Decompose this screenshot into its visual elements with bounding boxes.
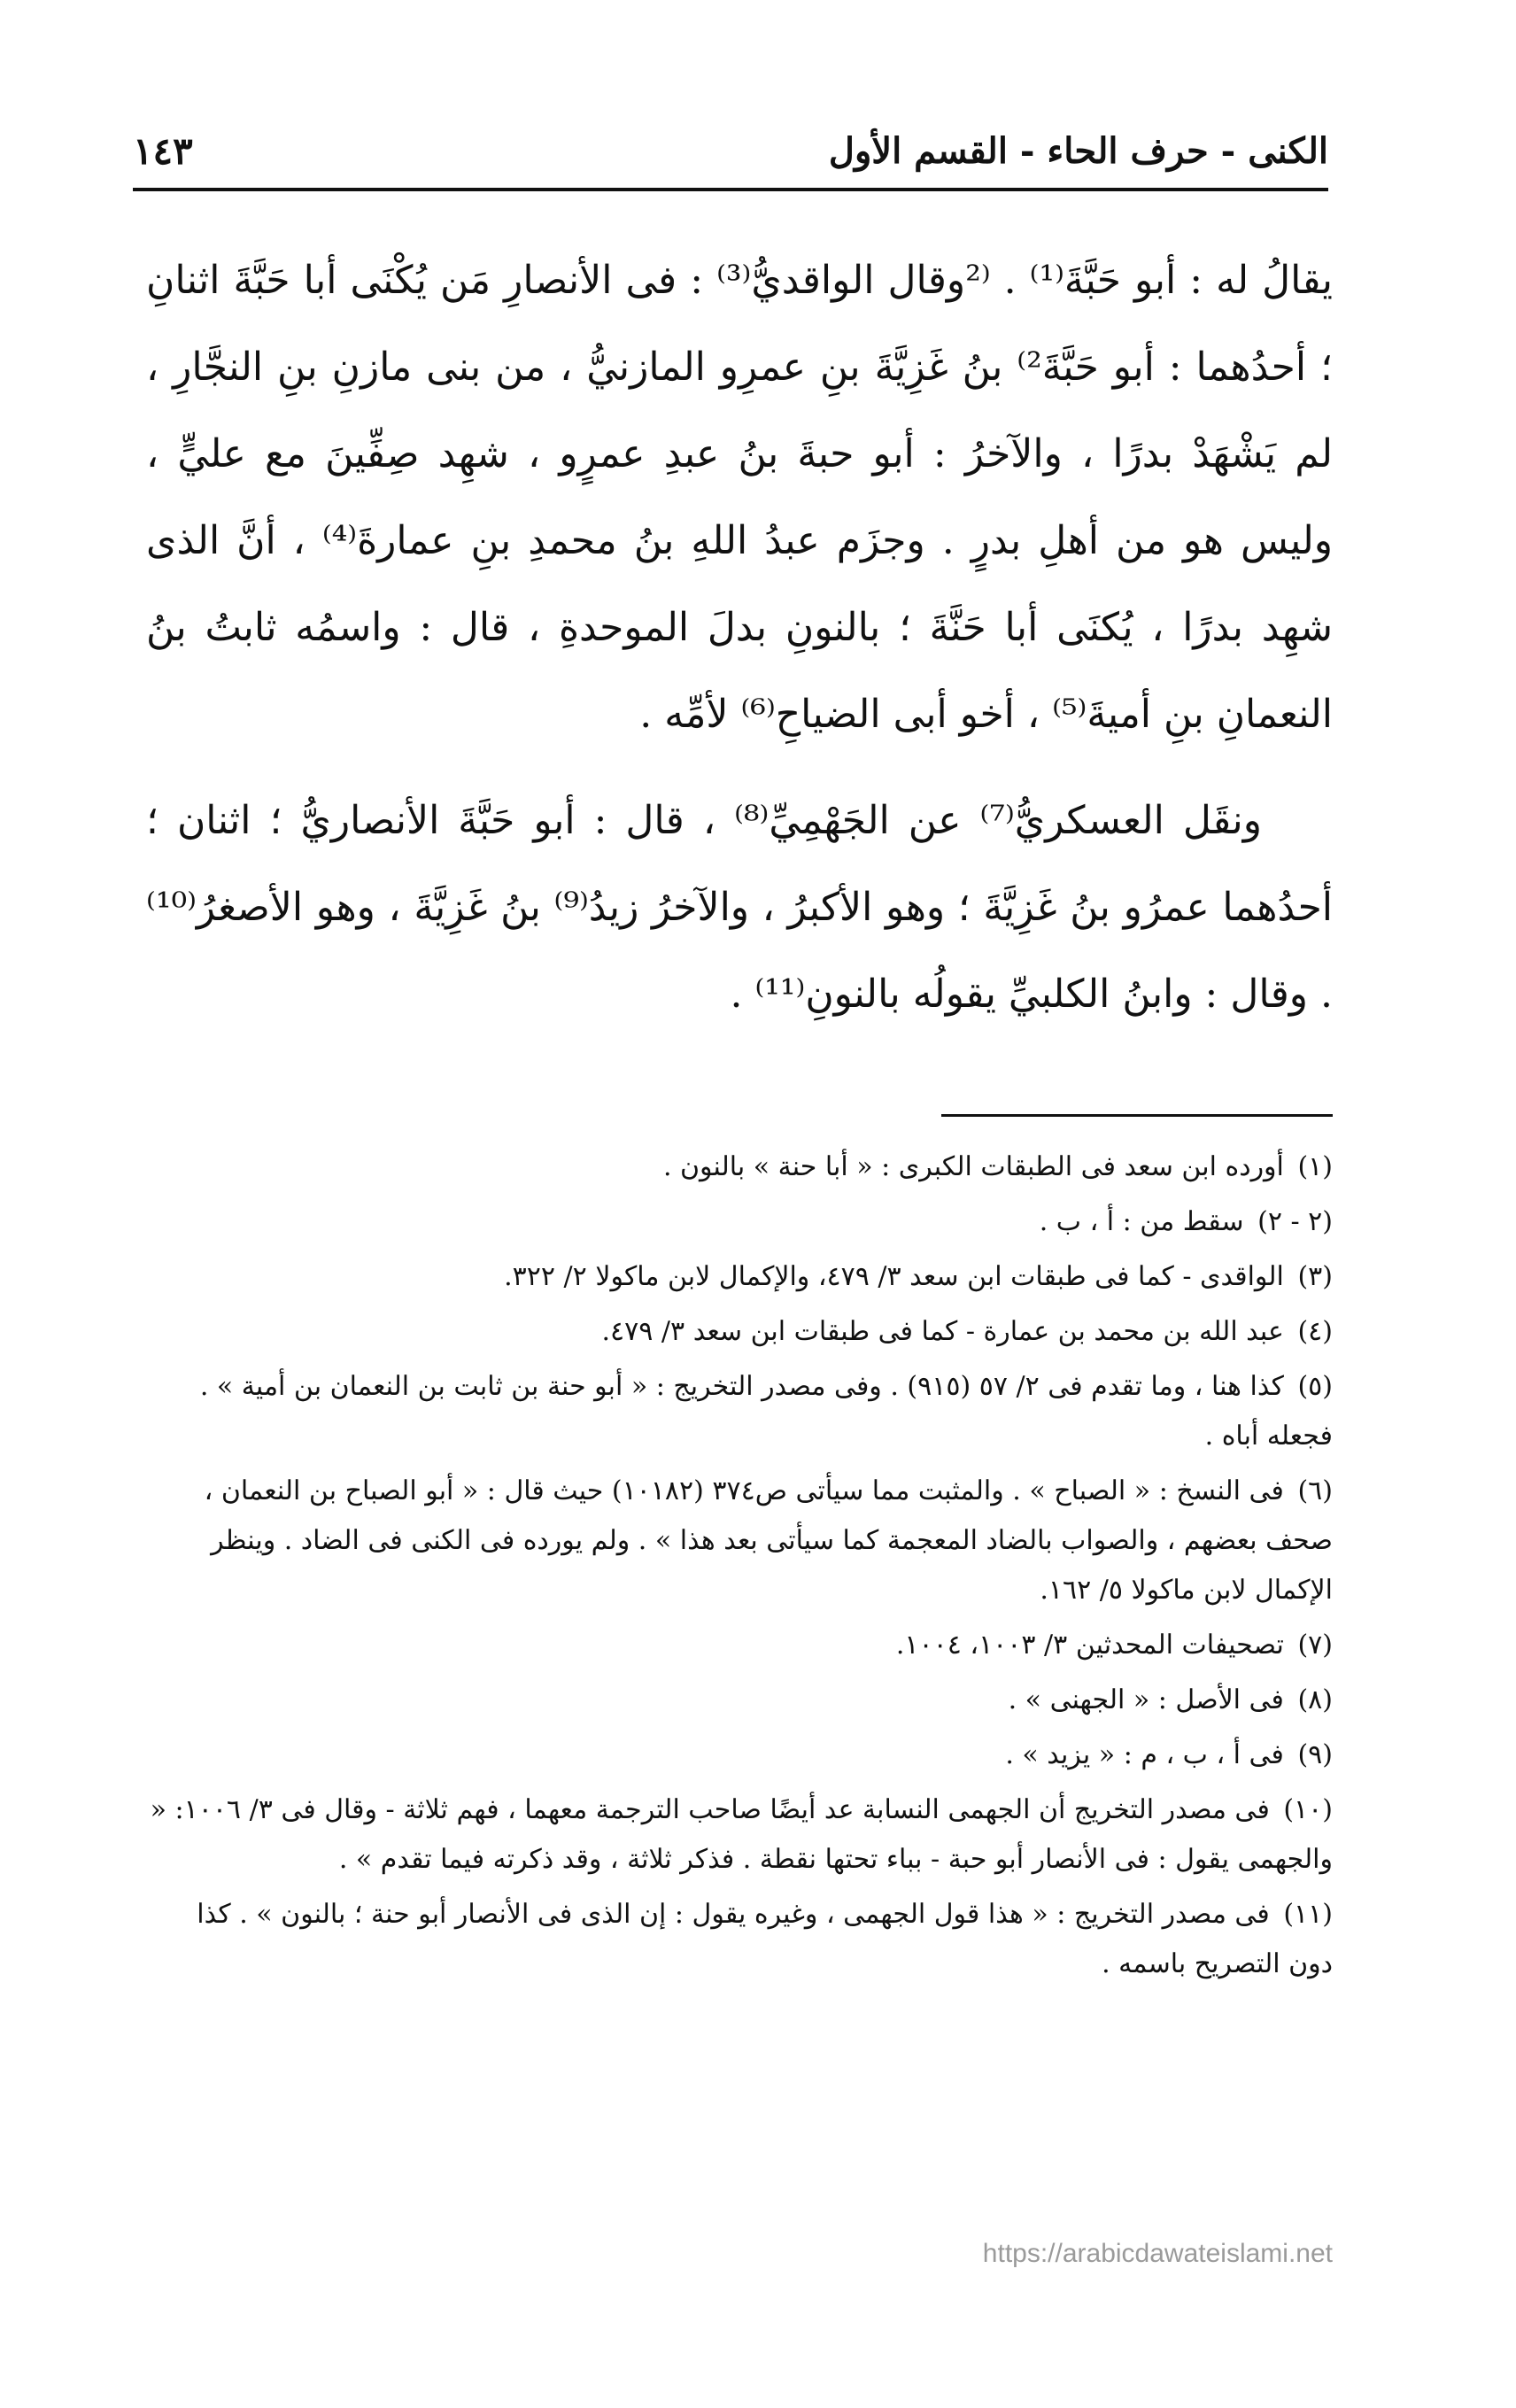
footnote-text: عبد الله بن محمد بن عمارة - كما فى طبقات ابن سعد ٣/ ٤٧٩. xyxy=(601,1316,1284,1347)
running-title: الكنى - حرف الحاء - القسم الأول xyxy=(828,129,1328,172)
footnote-text: فى الأصل : « الجهنى » . xyxy=(1008,1684,1284,1715)
paragraph-2: ونقَل العسكريُّ⁽⁷⁾ عن الجَهْمِيِّ⁽⁸⁾ ، قال : أبو حَبَّةَ الأنصاريُّ ؛ اثنان ؛ أحدُهما عمرُو بنُ غَزِيَّةَ ؛ وهو الأكبرُ ، والآخرُ زيدُ⁽⁹⁾ بنُ غَزِيَّةَ ، وهو الأصغرُ⁽¹⁰⁾ . وقال : وابنُ الكلبيِّ يقولُه بالنونِ⁽¹¹⁾ . xyxy=(146,798,1333,1017)
footnote xyxy=(146,1252,1333,1302)
paragraph-1: يقالُ له : أبو حَبَّةَ⁽¹⁾ . ⁽²وقال الواقديُّ⁽³⁾ : فى الأنصارِ مَن يُكْنَى أبا حَبَّةَ اثنانِ ؛ أحدُهما : أبو حَبَّةَ²⁾ بنُ غَزِيَّةَ بنِ عمرِو المازنيُّ ، من بنى مازنِ بنِ النجَّارِ ، لم يَشْهَدْ بدرًا ، والآخرُ : أبو حبةَ بنُ عبدِ عمرٍو ، شهِد صِفِّينَ مع عليٍّ ، وليس هو من أهلِ بدرٍ . وجزَم عبدُ اللهِ بنُ محمدِ بنِ عمارةَ⁽⁴⁾ ، أنَّ الذى شهِد بدرًا ، يُكنَى أبا حَنَّةَ ؛ بالنونِ بدلَ الموحدةِ ، قال : واسمُه ثابتُ بنُ النعمانِ بنِ أميةَ⁽⁵⁾ ، أخو أبى الضياحِ⁽⁶⁾ لأمِّه . xyxy=(146,258,1334,737)
footnote-number: (٣) xyxy=(1297,1261,1333,1292)
footnote-number: (٦) xyxy=(1297,1475,1333,1506)
footnote-text: فى مصدر التخريج : « هذا قول الجهمى ، وغيره يقول : إن الذى فى الأنصار أبو حنة ؛ بالنون » . كذا دون التصريح باسمه . xyxy=(197,1899,1333,1979)
footnote-text: فى النسخ : « الصباح » . والمثبت مما سيأتى ص٣٧٤ (١٠١٨٢) حيث قال : « أبو الصباح بن النعمان ، صحف بعضهم ، والصواب بالضاد المعجمة كما سيأتى بعد هذا » . ولم يورده فى الكنى فى الضاد . وينظر الإكمال لابن ماكولا ٥/ ١٦٢. xyxy=(204,1475,1333,1606)
footnote-number: (١٠) xyxy=(1283,1794,1333,1825)
footnote xyxy=(146,1621,1333,1670)
page-number: ١٤٣ xyxy=(133,128,193,173)
footnote-text: الواقدى - كما فى طبقات ابن سعد ٣/ ٤٧٩، والإكمال لابن ماكولا ٢/ ٣٢٢. xyxy=(504,1261,1284,1292)
footnote-text: فى أ ، ب ، م : « يزيد » . xyxy=(1005,1739,1284,1770)
footnote xyxy=(146,1890,1333,1989)
watermark-url: https://arabicdawateislami.net xyxy=(982,2239,1333,2268)
header-rule xyxy=(133,188,1328,191)
footnote xyxy=(146,1785,1333,1885)
footnote xyxy=(146,1362,1333,1461)
footnote-text: سقط من : أ ، ب . xyxy=(1039,1206,1244,1237)
footnote xyxy=(146,1142,1333,1192)
footnote-number: (٨) xyxy=(1297,1684,1333,1715)
footnote-text: تصحيفات المحدثين ٣/ ١٠٠٣، ١٠٠٤. xyxy=(895,1630,1284,1661)
footnote-number: (١) xyxy=(1297,1151,1333,1182)
footnote-number: (٤) xyxy=(1297,1316,1333,1347)
footnote-number: (٢ - ٢) xyxy=(1257,1206,1333,1237)
footnote xyxy=(146,1731,1333,1780)
footnote xyxy=(146,1467,1333,1615)
footnote xyxy=(146,1676,1333,1725)
footnote-number: (٩) xyxy=(1297,1739,1333,1770)
footnote-text: أورده ابن سعد فى الطبقات الكبرى : « أبا حنة » بالنون . xyxy=(662,1151,1284,1182)
footnotes xyxy=(146,1142,1333,1994)
footnote-number: (٥) xyxy=(1297,1371,1333,1402)
footnote-text: كذا هنا ، وما تقدم فى ٢/ ٥٧ (٩١٥) . وفى مصدر التخريج : « أبو حنة بن ثابت بن النعمان بن أمية » . فجعله أباه . xyxy=(199,1371,1333,1452)
footnote-number: (٧) xyxy=(1297,1630,1333,1661)
footnote-number: (١١) xyxy=(1283,1899,1333,1930)
page-header xyxy=(133,124,1328,177)
footnote-separator xyxy=(941,1114,1333,1117)
footnote-text: فى مصدر التخريج أن الجهمى النسابة عد أيضًا صاحب الترجمة معهما ، فهم ثلاثة - وقال فى ٣/ ١٠٠٦: « والجهمى يقول : فى الأنصار أبو حبة - بباء تحتها نقطة . فذكر ثلاثة ، وقد ذكرته فيما تقدم » . xyxy=(150,1794,1333,1875)
footnote xyxy=(146,1307,1333,1357)
main-text xyxy=(146,237,1333,1038)
footnote xyxy=(146,1197,1333,1247)
